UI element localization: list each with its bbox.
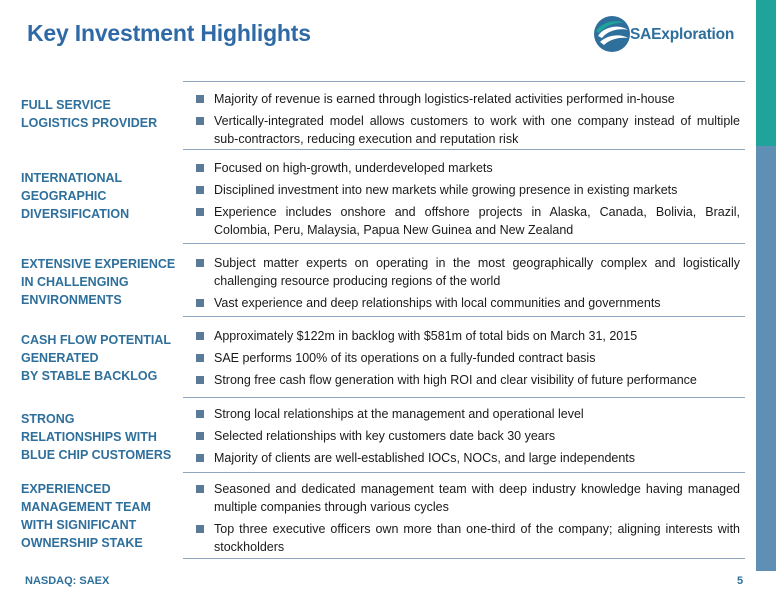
logo-text: SAExploration <box>630 26 735 43</box>
bullet-item: Strong free cash flow generation with high ROI and clear visibility of future performance <box>196 371 740 389</box>
company-logo <box>592 14 742 56</box>
side-accent-teal <box>756 0 776 146</box>
bullet-square-icon <box>196 95 204 103</box>
bullet-item: Majority of revenue is earned through logistics-related activities performed in-house <box>196 90 740 108</box>
bullet-square-icon <box>196 432 204 440</box>
bullet-square-icon <box>196 117 204 125</box>
section-divider <box>183 243 745 244</box>
logo-swirl-icon <box>592 14 632 54</box>
bullet-square-icon <box>196 259 204 267</box>
bullet-item: Focused on high-growth, underdeveloped markets <box>196 159 740 177</box>
category-label: STRONG RELATIONSHIPS WITH BLUE CHIP CUSTOMERS <box>21 412 172 462</box>
category-label: EXTENSIVE EXPERIENCE IN CHALLENGING ENVIRONMENTS <box>21 257 176 307</box>
bullet-item: Experience includes onshore and offshore projects in Alaska, Canada, Bolivia, Brazil, Colombia, Peru, Malaysia, Papua New Guinea and New Zealand <box>196 203 740 239</box>
bullet-square-icon <box>196 376 204 384</box>
bullet-square-icon <box>196 332 204 340</box>
footer-ticker: NASDAQ: SAEX <box>25 575 110 587</box>
side-accent-blue <box>756 146 776 571</box>
bullet-item: Seasoned and dedicated management team with deep industry knowledge having managed multiple companies through various cycles <box>196 480 740 516</box>
page-number: 5 <box>737 575 744 587</box>
bullet-square-icon <box>196 485 204 493</box>
category-label: CASH FLOW POTENTIAL GENERATED BY STABLE BACKLOG <box>21 333 171 383</box>
section-divider <box>183 316 745 317</box>
bullet-item: Selected relationships with key customers date back 30 years <box>196 427 740 445</box>
bullet-square-icon <box>196 354 204 362</box>
bullet-list <box>196 327 740 393</box>
bullet-square-icon <box>196 186 204 194</box>
bullet-item: Strong local relationships at the management and operational level <box>196 405 740 423</box>
category-label: EXPERIENCED MANAGEMENT TEAM WITH SIGNIFICANT OWNERSHIP STAKE <box>21 482 151 550</box>
bullet-item: Approximately $122m in backlog with $581m of total bids on March 31, 2015 <box>196 327 740 345</box>
bullet-square-icon <box>196 410 204 418</box>
bullet-item: Subject matter experts on operating in the most geographically complex and logistically challenging resource producing regions of the world <box>196 254 740 290</box>
section-divider <box>183 81 745 82</box>
bullet-item: Majority of clients are well-established IOCs, NOCs, and large independents <box>196 449 740 467</box>
bullet-list <box>196 90 740 152</box>
bullet-item: Vertically-integrated model allows customers to work with one company instead of multiple sub-contractors, reducing execution and reputation risk <box>196 112 740 148</box>
bullet-item: Top three executive officers own more than one-third of the company; aligning interests with stockholders <box>196 520 740 556</box>
bullet-list <box>196 480 740 560</box>
page-title: Key Investment Highlights <box>27 20 311 46</box>
bullet-item: Vast experience and deep relationships with local communities and governments <box>196 294 740 312</box>
section-divider <box>183 397 745 398</box>
bullet-square-icon <box>196 164 204 172</box>
section-divider <box>183 472 745 473</box>
category-label: INTERNATIONAL GEOGRAPHIC DIVERSIFICATION <box>21 171 130 221</box>
bullet-square-icon <box>196 299 204 307</box>
bullet-item: Disciplined investment into new markets while growing presence in existing markets <box>196 181 740 199</box>
category-label: FULL SERVICE LOGISTICS PROVIDER <box>21 98 158 130</box>
bullet-list <box>196 159 740 243</box>
bullet-square-icon <box>196 525 204 533</box>
bullet-item: SAE performs 100% of its operations on a fully-funded contract basis <box>196 349 740 367</box>
bullet-list <box>196 405 740 471</box>
bullet-square-icon <box>196 454 204 462</box>
bullet-list <box>196 254 740 316</box>
bullet-square-icon <box>196 208 204 216</box>
